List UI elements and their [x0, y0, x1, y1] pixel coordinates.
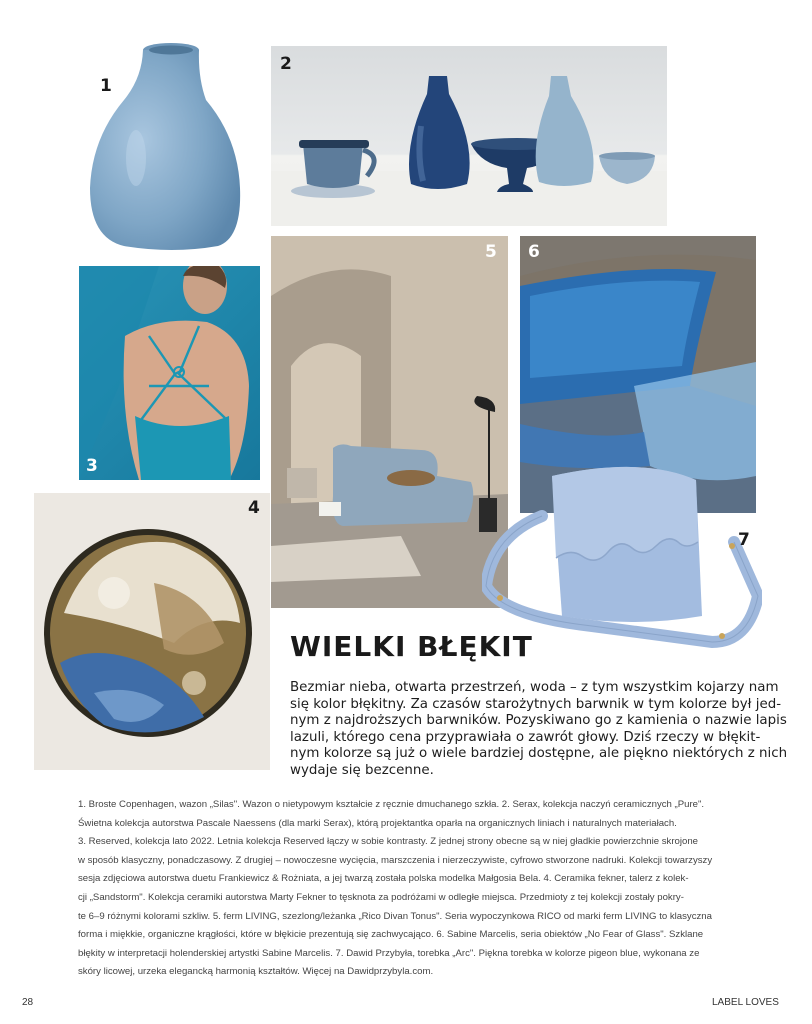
lead-line: nym kolorze są już o wiele bardziej dostępne, ale piękno niektórych z nich — [290, 746, 788, 762]
plate-illustration — [34, 493, 270, 770]
item-number: 7 — [738, 530, 751, 550]
product-image-plate — [34, 493, 270, 770]
credits-line: błękity w interpretacji holenderskiej artystki Sabine Marcelis. 7. Dawid Przybyła, torebka „Arc". Piękna torebka w kolorze pigeon blue, wykonana ze — [78, 947, 700, 959]
product-credits — [78, 796, 743, 982]
credits-line: 1. Broste Copenhagen, wazon „Silas". Wazon o nietypowym kształcie z ręcznie dmuchanego szkła. 2. Serax, kolekcja naczyń ceramicznych „Pure". — [78, 799, 705, 810]
credits-line: cji „Sandstorm". Kolekcja ceramiki autorstwa Marty Fekner to tęsknota za podróżami w odległe miejsca. Przedmioty z tej kolekcji zostały pokry- — [78, 891, 684, 903]
product-image-bag — [482, 446, 762, 661]
credits-line: forma i miękkie, organiczne krągłości, które w błękicie prezentują się zachwycająco. 6. Sabine Marcelis, seria obiektów „No Fear of Glass". Szklane — [78, 929, 704, 941]
bag-illustration — [482, 446, 762, 661]
lead-line: się kolor błękitny. Za czasów starożytnych barwnik w tym kolorze był jed- — [290, 696, 782, 712]
credits-line: Świetna kolekcja autorstwa Pascale Naessens (dla marki Serax), którą projektantka oparła na organicznych liniach i naturalnych materiałach. — [78, 817, 677, 829]
lead-line: wydaje się bezcenne. — [290, 762, 434, 778]
credits-line: sesja zdjęciowa autorstwa duetu Frankiewicz & Rożniata, a jej twarzą została polska modelka Małgosia Bela. 4. Ceramika fekner, talerz z kolek- — [78, 873, 689, 885]
item-number: 5 — [485, 242, 498, 262]
page-number: 28 — [22, 997, 34, 1008]
lead-line: nym z najdroższych barwników. Pozyskiwano go z kamienia o nazwie lapis — [290, 713, 787, 729]
item-number: 6 — [528, 242, 541, 262]
section-label: LABEL LOVES — [712, 997, 779, 1008]
product-image-swimsuit — [79, 266, 260, 480]
item-number: 2 — [280, 54, 293, 74]
product-image-vase — [84, 38, 244, 253]
credits-line: w sposób klasyczny, ponadczasowy. Z drugiej – nowoczesne wycięcia, marszczenia i nierzeczywiste, cyfrowo stworzone nadruki. Kolekcji towarzyszy — [78, 854, 713, 866]
article-headline: WIELKI BŁĘKIT — [290, 630, 533, 663]
vase-illustration — [84, 38, 244, 253]
ceramics-illustration — [271, 46, 667, 226]
item-number: 3 — [86, 456, 99, 476]
item-number: 4 — [248, 498, 261, 518]
product-image-daybed — [271, 236, 508, 608]
swimsuit-illustration — [79, 266, 260, 480]
daybed-illustration — [271, 236, 508, 608]
lead-line: Bezmiar nieba, otwarta przestrzeń, woda – z tym wszystkim kojarzy nam — [290, 680, 779, 695]
item-number: 1 — [100, 76, 113, 96]
credits-line: skóry licowej, urzeka elegancką harmonią kształtów. Więcej na Dawidprzybyla.com. — [78, 966, 434, 978]
credits-line: 3. Reserved, kolekcja lato 2022. Letnia kolekcja Reserved łączy w sobie kontrasty. Z jednej strony obecne są w niej gładkie powierzchnie skrojone — [78, 836, 699, 848]
credits-line: te 6–9 różnymi kolorami szkliw. 5. ferm LIVING, szezlong/leżanka „Rico Divan Tonus". Seria wypoczynkowa RICO od marki ferm LIVING to klasyczna — [78, 910, 712, 922]
product-image-ceramics — [271, 46, 667, 226]
lead-paragraph — [290, 680, 788, 780]
lead-line: lazuli, którego cena przyprawiała o zawrót głowy. Dziś rzeczy w błękit- — [290, 729, 761, 745]
